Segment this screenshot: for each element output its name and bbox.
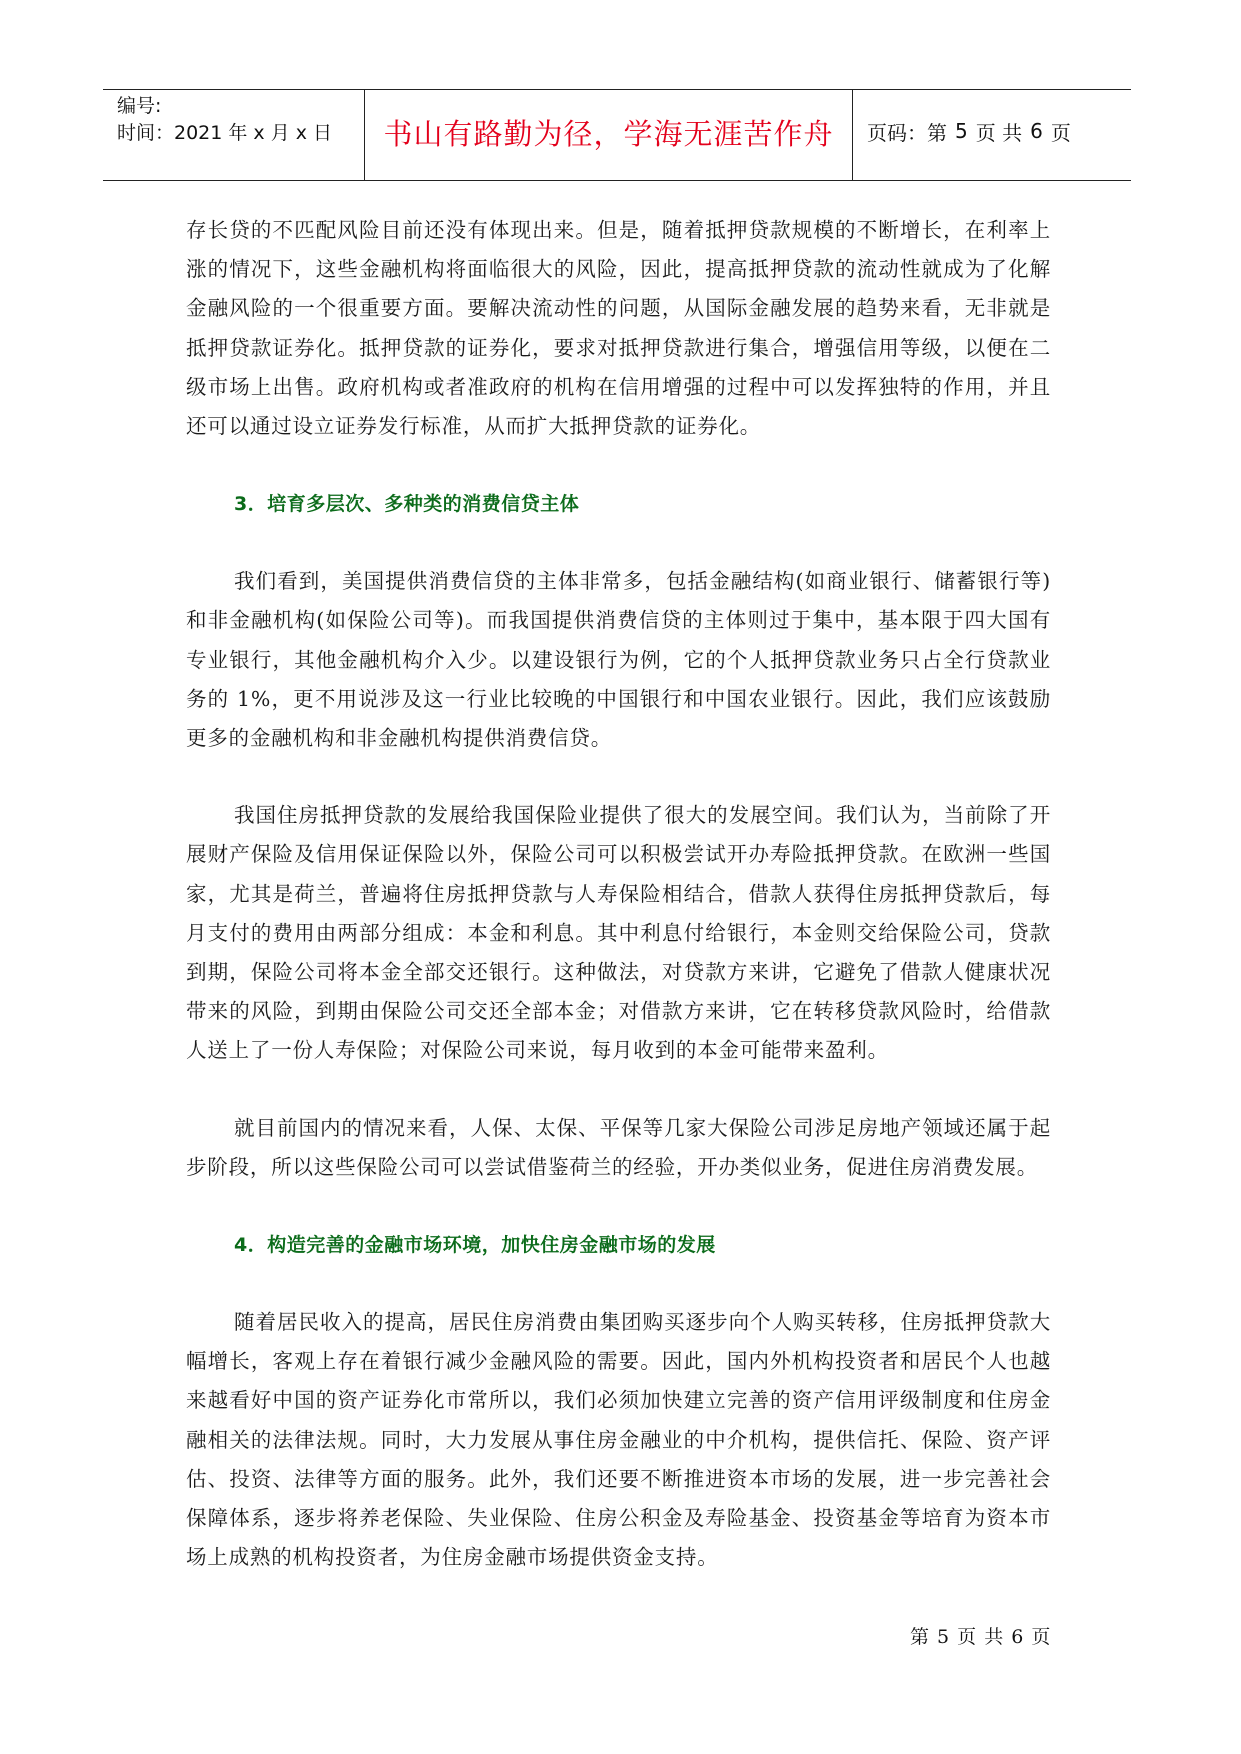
page-total: 6: [1030, 119, 1043, 143]
section-heading-4: 4．构造完善的金融市场环境，加快住房金融市场的发展: [234, 1234, 716, 1257]
paragraph-4: 随着居民收入的提高，居民住房消费由集团购买逐步向个人购买转移，住房抵押贷款大幅增长，客观上存在着银行减少金融风险的需要。因此，国内外机构投资者和居民个人也越来越看好中国的资产证券化市常所以，我们必须加快建立完善的资产信用评级制度和住房金融相关的法律法规。同时，大力发展从事住房金融业的中介机构，提供信托、保险、资产评估、投资、法律等方面的服务。此外，我们还要不断推进资本市场的发展，进一步完善社会保障体系，逐步将养老保险、失业保险、住房公积金及寿险基金、投资基金等培育为资本市场上成熟的机构投资者，为住房金融市场提供资金支持。: [186, 1310, 1051, 1570]
page-footer: 第 5 页 共 6 页: [910, 1626, 1052, 1648]
page-end-label: 页: [1050, 120, 1071, 145]
page-header: [103, 89, 1131, 181]
page-mid-label: 页 共: [975, 120, 1023, 145]
paragraph-3a: 我们看到，美国提供消费信贷的主体非常多，包括金融结构(如商业银行、储蓄银行等)和非金融机构(如保险公司等)。而我国提供消费信贷的主体则过于集中，基本限于四大国有专业银行，其他金融机构介入少。以建设银行为例，它的个人抵押贷款业务只占全行贷款业务的 1%，更不用说涉及这一行业比较晚的中国银行和中国农业银行。因此，我们应该鼓励更多的金融机构和非金融机构提供消费信贷。: [186, 569, 1051, 751]
paragraph-3c: 就目前国内的情况来看，人保、太保、平保等几家大保险公司涉足房地产领域还属于起步阶段，所以这些保险公司可以尝试借鉴荷兰的经验，开办类似业务，促进住房消费发展。: [186, 1115, 1051, 1179]
document-time-label: 时间：2021 年 x 月 x 日: [117, 122, 333, 144]
page-current: 5: [955, 119, 968, 143]
header-page-info: [853, 90, 1131, 180]
paragraph-intro: 存长贷的不匹配风险目前还没有体现出来。但是，随着抵押贷款规模的不断增长，在利率上涨的情况下，这些金融机构将面临很大的风险，因此，提高抵押贷款的流动性就成为了化解金融风险的一个很重要方面。要解决流动性的问题，从国际金融发展的趋势来看，无非就是抵押贷款证券化。抵押贷款的证券化，要求对抵押贷款进行集合，增强信用等级，以便在二级市场上出售。政府机构或者准政府的机构在信用增强的过程中可以发挥独特的作用，并且还可以通过设立证券发行标准，从而扩大抵押贷款的证券化。: [186, 218, 1051, 439]
header-motto-cell: [365, 90, 853, 180]
section-heading-3: 3．培育多层次、多种类的消费信贷主体: [234, 493, 580, 516]
paragraph-3b: 我国住房抵押贷款的发展给我国保险业提供了很大的发展空间。我们认为，当前除了开展财产保险及信用保证保险以外，保险公司可以积极尝试开办寿险抵押贷款。在欧洲一些国家，尤其是荷兰，普遍将住房抵押贷款与人寿保险相结合，借款人获得住房抵押贷款后，每月支付的费用由两部分组成：本金和利息。其中利息付给银行，本金则交给保险公司，贷款到期，保险公司将本金全部交还银行。这种做法，对贷款方来讲，它避免了借款人健康状况带来的风险，到期由保险公司交还全部本金；对借款方来讲，它在转移贷款风险时，给借款人送上了一份人寿保险；对保险公司来说，每月收到的本金可能带来盈利。: [186, 803, 1051, 1063]
page-label: 页码：第: [867, 120, 947, 145]
header-motto: 书山有路勤为径，学海无涯苦作舟: [383, 116, 834, 151]
document-number-label: 编号:: [117, 95, 162, 117]
header-meta: [103, 90, 365, 180]
document-body: [186, 211, 1051, 1577]
